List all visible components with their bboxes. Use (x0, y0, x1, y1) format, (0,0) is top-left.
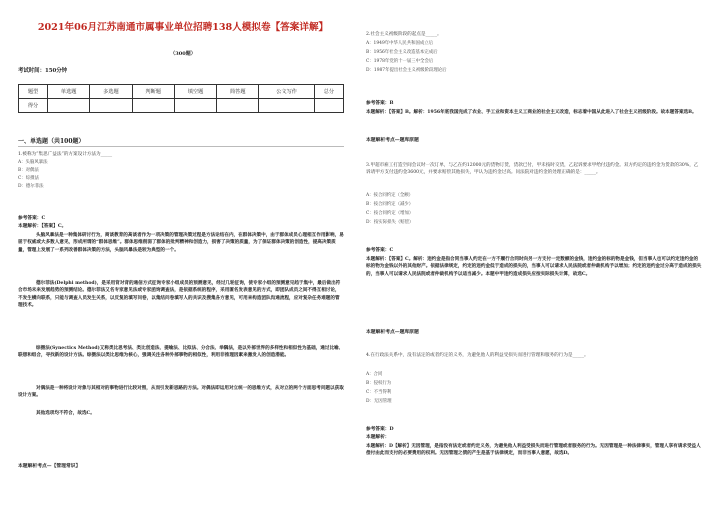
q4-option-a: A：合同 (366, 372, 383, 377)
q1-option-c: C：综摄法 (18, 176, 39, 181)
q2-option-c: C：1978年党的十一届三中全会后 (366, 59, 434, 64)
q2-analysis: 本题解析：【答案】B。解析：1956年底我国完成了农业、手工业和资本主义工商业的社会主义改造，标志着中国从此进入了社会主义初级阶段。故本题答案选B。 (366, 110, 697, 115)
q3-analysis: 本题解析：【答案】C。解析：违约金是指合同当事人约定在一方不履行合同时向另一方支付一定数额的金钱，违约金的标的物是金钱，但当事人也可以约定违约金的标的物为金钱以外的其他财产。依据法律规定，约定的违约金低于造成的损失的，当事人可以请求人民法院或者仲裁机构予以增加；约定的违约金过分高于造成的损失的，当事人可以请求人民法院或者仲裁机构予以适当减少。本题中甲违约造成损失应按实际损失计算，故选C。 (366, 257, 702, 277)
score-total: （300题） (170, 51, 196, 57)
q4-answer: 参考答案：D (366, 427, 394, 432)
q2-option-a: A：1949年中华人民共和国成立后 (366, 41, 434, 46)
exam-time: 考试时间：150分钟 (18, 68, 67, 74)
q2-option-d: D：1987年提出社会主义初级阶段理论后 (366, 68, 447, 73)
score-header: 填空题 (174, 85, 216, 99)
q3-stem: 3.甲超市雇工打造空间会议时一次订单，与乙在约12000元的货物订货，货款已付，甲未按时交货，乙起诉要求甲给付违约金。双方约定的违约金为货款的30%，乙诉请甲方支付违约金3600元，并要求赔偿其他损失，甲认为违约金过高。问法院对违约金的处理正确的是：_____。 (366, 163, 699, 176)
score-header: 总分 (314, 85, 343, 99)
q1-analysis-label: 本题解析：【答案】C。 (18, 224, 67, 229)
score-cell (314, 99, 343, 113)
q2-answer: 参考答案：B (366, 101, 394, 106)
q1-source: 本题解析考点—【管理常识】 (18, 463, 81, 469)
score-cell (48, 99, 90, 113)
q1-answer: 参考答案：C (18, 216, 46, 221)
q3-option-d: D：按实际损失（赔偿） (366, 220, 414, 225)
q4-analysis-label: 本题解析： (366, 435, 390, 440)
score-header: 公文写作 (259, 85, 315, 99)
document-title: 2021年06月江苏南通市属事业单位招聘138人模拟卷【答案详解】 (37, 22, 329, 33)
q1-option-b: B：对偶法 (18, 168, 39, 173)
section-divider (18, 146, 344, 147)
score-table-header-row (19, 85, 344, 99)
q4-analysis: 本题解析：D【解析】无因管理，是指没有法定或者约定义务，为避免他人利益受损失而进行管理或者服务的行为。无因管理是一种法律事实，管理人享有请求受益人偿付由此而支付的必要费用的权利。无因管理之债的产生是基于法律规定，而非当事人意愿，故选D。 (366, 444, 701, 457)
q3-option-a: A：按合同约定（全额） (366, 193, 414, 198)
q1-stem: 1.被称为“集思广益法”的方案设计方法为_____ (18, 152, 113, 157)
score-header: 多选题 (90, 85, 132, 99)
q3-option-b: B：按合同约定（减少） (366, 202, 414, 207)
score-header: 判断题 (132, 85, 174, 99)
score-cell (90, 99, 132, 113)
q4-option-b: B：侵权行为 (366, 381, 392, 386)
q3-option-c: C：按合同约定（增加） (366, 211, 414, 216)
q2-option-b: B：1956年社会主义改造基本完成后 (366, 50, 438, 55)
score-cell (132, 99, 174, 113)
q4-stem: 4.在行政法关系中，没有法定的或者约定的义务，为避免他人的利益受损失而进行管理和服务的行为是_____。 (366, 353, 589, 358)
q3-source: 本题解析考点—题库原题 (366, 329, 419, 335)
section-heading: 一、单选题（共100题） (18, 138, 85, 145)
q1-paragraph: 头脑风暴法是一种集体研讨行为，商谈教育的高谈者作为一项决策的管理决策过程是方法论结在内，在群体决策中，由于群体成员心理相互作用影响，易屈于权威或大多数人意见，形成所谓的“群体思维”。群体思维削弱了群体的批判精神和创造力，损害了决策的质量，为了保证群体决策的创造性，提高决策质量，管理上发展了一系列改善群体决策的方法，头脑风暴法是较为典型的一个。 (18, 233, 344, 253)
q1-paragraph: 综摄法(Synectics Method)又称类比思考法、类比创造法、提喻法、比拟法、分合法、举隅法，是以外部世界的多样性和相似性为基础，通过比喻、联想和组合，寻找新的设计方法。综摄法以类比思维为核心，强调关注各种外部事物的相似性，利用非推理因素来激发人的创造潜能。 (18, 346, 344, 359)
q4-option-c: C：不当得利 (366, 390, 392, 395)
score-cell (217, 99, 259, 113)
score-table-row (19, 99, 344, 113)
score-cell (259, 99, 315, 113)
q1-paragraph: 其他选项均不符合，故选C。 (36, 411, 95, 416)
score-table (18, 84, 344, 113)
score-header: 题型 (19, 85, 48, 99)
score-header: 单选题 (48, 85, 90, 99)
score-cell (174, 99, 216, 113)
score-row-label: 得分 (19, 99, 48, 113)
q2-source: 本题解析考点—题库原题 (366, 137, 419, 143)
q1-paragraph: 德尔菲法(Delphi method)，是采用背对背的通信方式征询专家小组成员的预测意见，经过几轮征询，使专家小组的预测意见趋于集中，最后做出符合市场未来发展趋势的预测结论。德尔菲法又名专家意见法或专家函询调查法，是依据系统的程序，采用匿名发表意见的方式，即团队成员之间不得互相讨论，不发生横向联系，只能与调查人员发生关系，以反复的填写问卷，以集结问卷填写人的共识及搜集各方意见，可用来构造团队沟通流程，应对复杂任务难题的管理技术。 (18, 281, 341, 309)
q1-option-a: A：头脑风暴法 (18, 160, 48, 165)
q2-stem: 2.社会主义初级阶段的起点是_____。 (366, 32, 442, 37)
q1-option-d: D：德尔菲法 (18, 184, 44, 189)
score-header: 简答题 (217, 85, 259, 99)
q3-answer: 参考答案：C (366, 248, 394, 253)
q1-paragraph: 对偶法是一种将设计对象与其相对的事物进行比较对照，从而引发新思路的方法。对偶法即运用对立统一的思维方式，从对立的两个方面思考问题以获取设计方案。 (18, 386, 344, 399)
q4-option-d: D：无因管理 (366, 399, 392, 404)
